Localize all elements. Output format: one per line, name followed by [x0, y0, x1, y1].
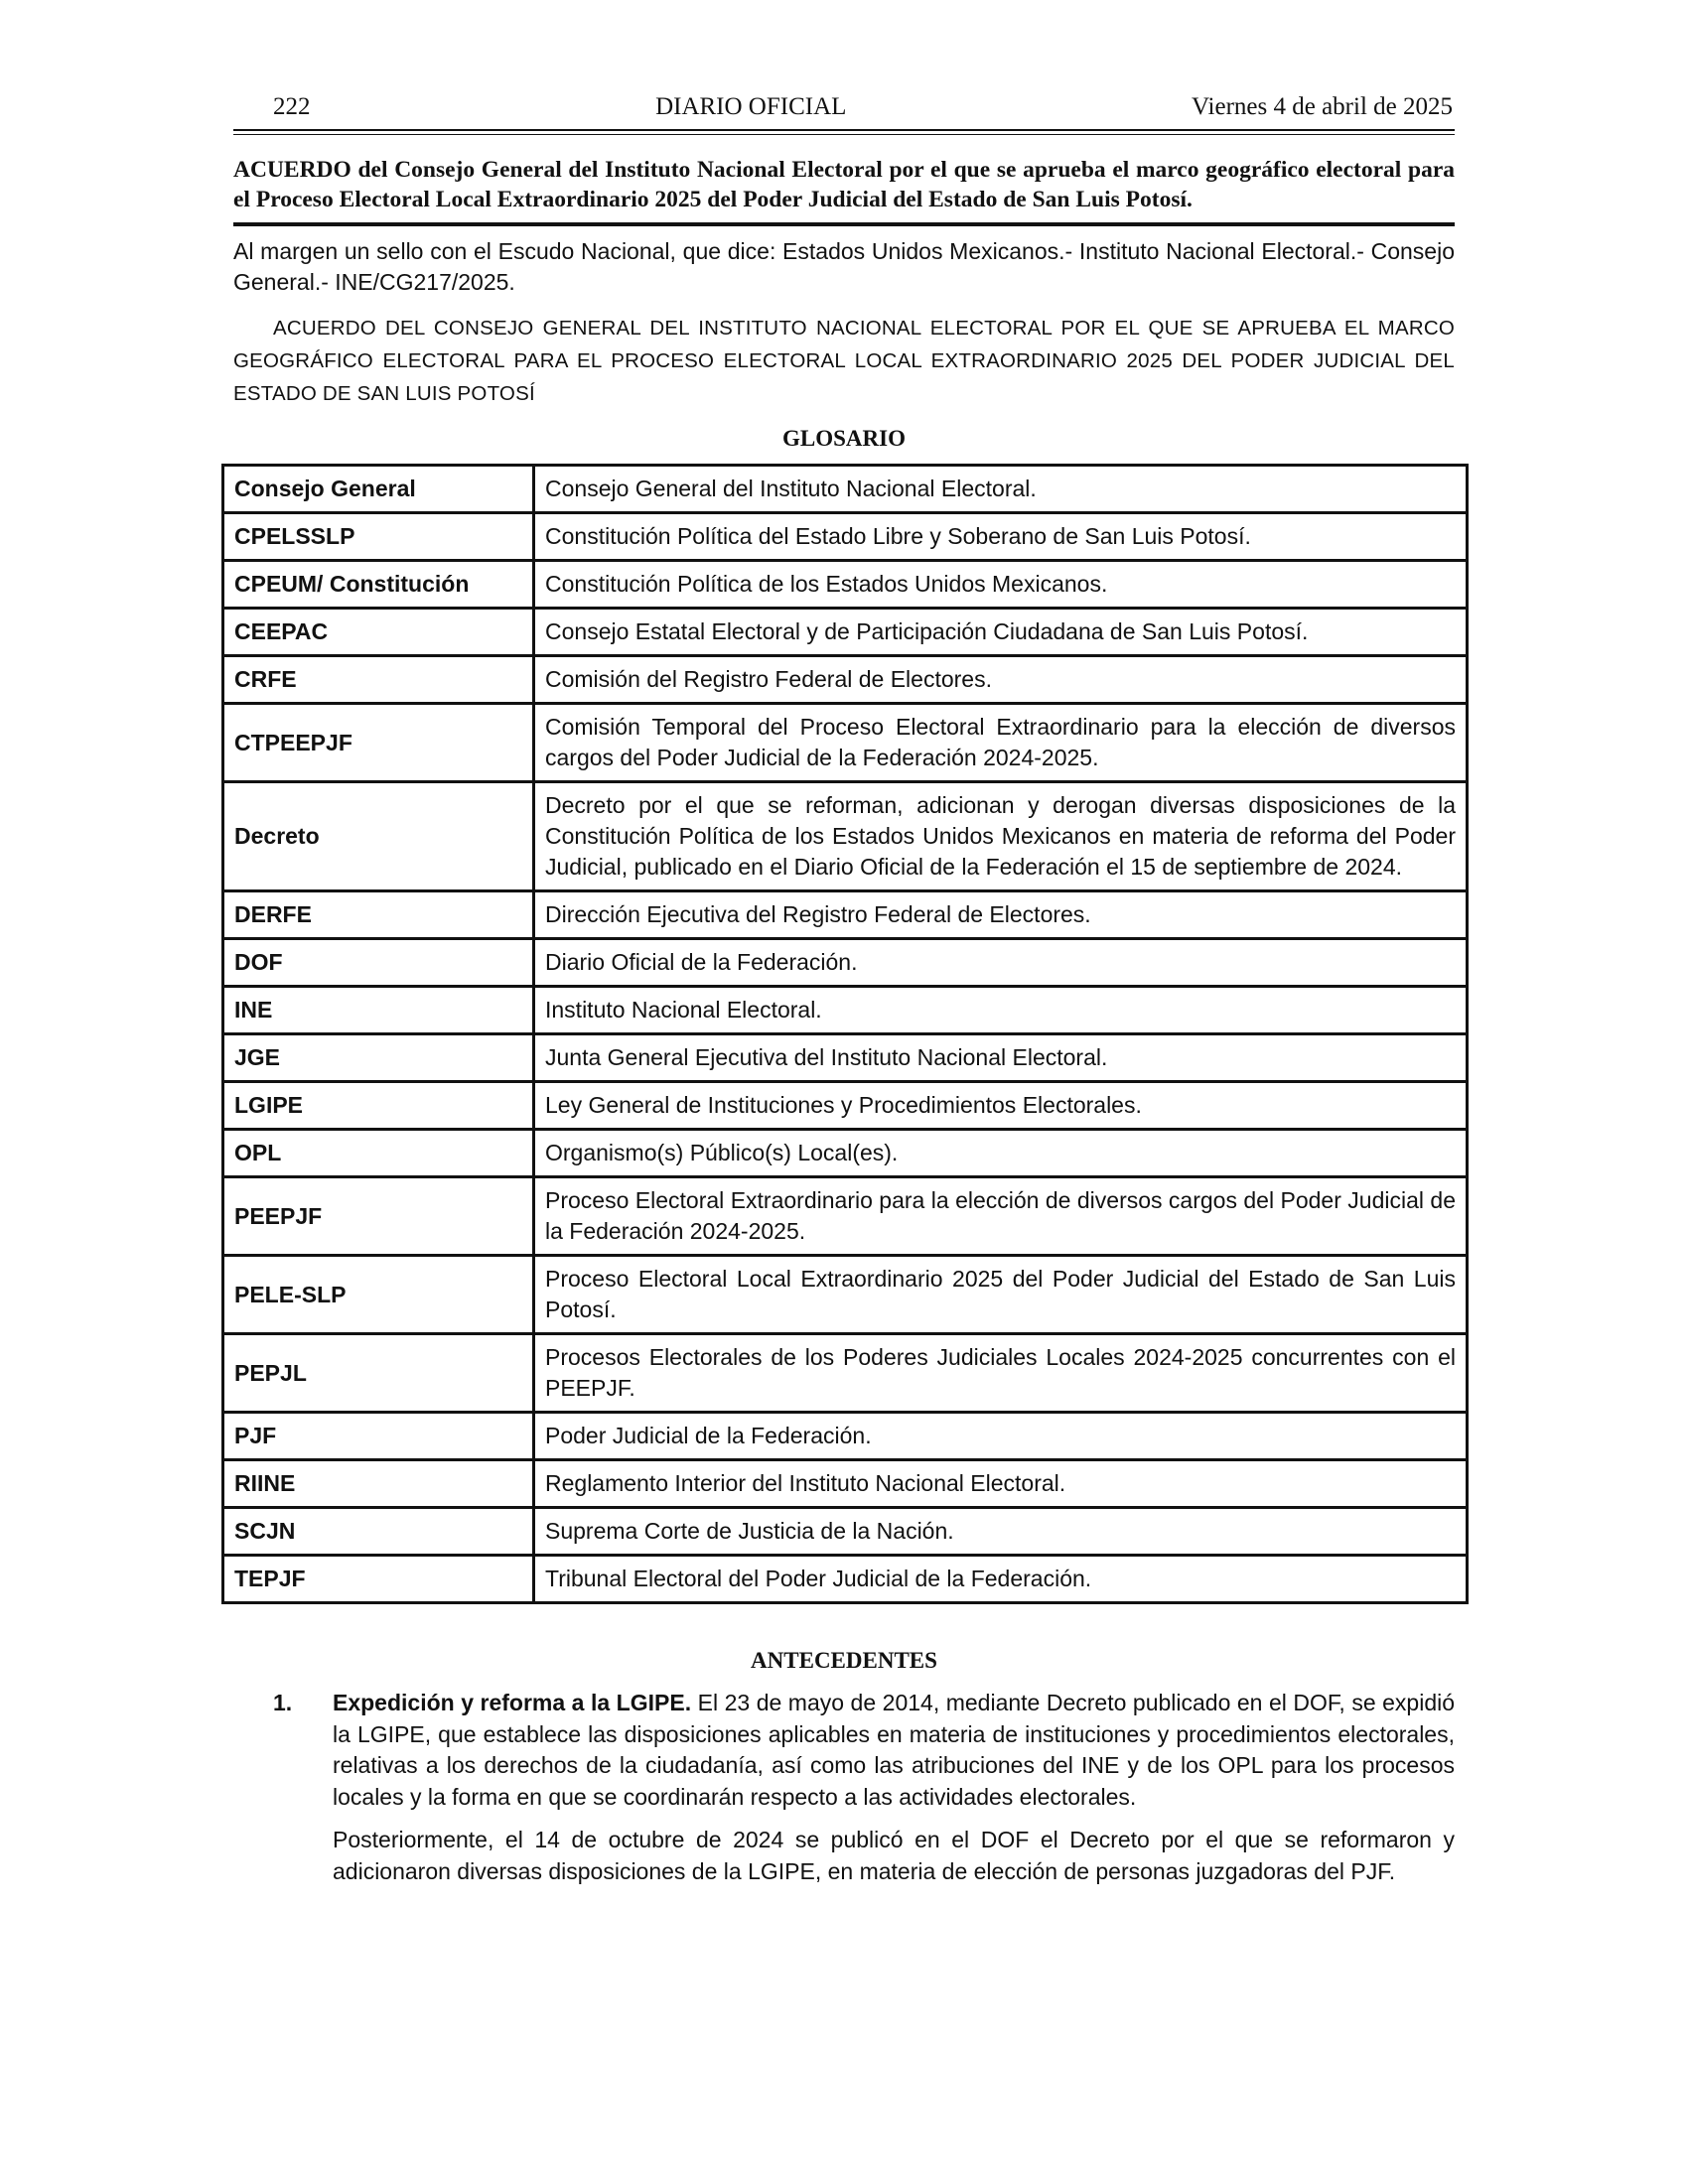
antecedente-paragraph	[333, 1688, 1455, 1813]
glosario-definition: Dirección Ejecutiva del Registro Federal de Electores.	[534, 891, 1468, 939]
glosario-definition: Proceso Electoral Extraordinario para la elección de diversos cargos del Poder Judicial de la Federación 2024-2025.	[534, 1177, 1468, 1256]
glosario-row	[223, 513, 1468, 561]
glosario-term: JGE	[223, 1034, 534, 1082]
glosario-term: CTPEEPJF	[223, 704, 534, 782]
acuerdo-heading: ACUERDO DEL CONSEJO GENERAL DEL INSTITUTO NACIONAL ELECTORAL POR EL QUE SE APRUEBA EL MARCO GEOGRÁFICO ELECTORAL PARA EL PROCESO ELECTORAL LOCAL EXTRAORDINARIO 2025 DEL PODER JUDICIAL DEL ESTADO DE SAN LUIS POTOSÍ	[233, 317, 1455, 405]
publication-name: DIARIO OFICIAL	[655, 93, 847, 120]
glosario-term: LGIPE	[223, 1082, 534, 1130]
glosario-term: Consejo General	[223, 466, 534, 513]
antecedente-number: 1.	[273, 1690, 293, 1715]
glosario-definition: Organismo(s) Público(s) Local(es).	[534, 1130, 1468, 1177]
glosario-term: PEPJL	[223, 1334, 534, 1413]
glosario-row	[223, 987, 1468, 1034]
glosario-term: SCJN	[223, 1508, 534, 1556]
antecedentes-title: ANTECEDENTES	[751, 1648, 937, 1673]
glosario-term: TEPJF	[223, 1556, 534, 1603]
glosario-term: RIINE	[223, 1460, 534, 1508]
glosario-term: CRFE	[223, 656, 534, 704]
glosario-definition: Diario Oficial de la Federación.	[534, 939, 1468, 987]
glosario-term: PEEPJF	[223, 1177, 534, 1256]
glosario-definition: Comisión Temporal del Proceso Electoral Extraordinario para la elección de diversos cargos del Poder Judicial de la Federación 2024-2025.	[534, 704, 1468, 782]
glosario-row	[223, 466, 1468, 513]
glosario-definition: Junta General Ejecutiva del Instituto Nacional Electoral.	[534, 1034, 1468, 1082]
header-rule	[233, 129, 1455, 131]
glosario-row	[223, 782, 1468, 891]
glosario-row	[223, 1034, 1468, 1082]
document-page	[233, 94, 1455, 1899]
glosario-definition: Consejo General del Instituto Nacional Electoral.	[534, 466, 1468, 513]
glosario-definition: Tribunal Electoral del Poder Judicial de la Federación.	[534, 1556, 1468, 1603]
document-title: ACUERDO del Consejo General del Instituto Nacional Electoral por el que se aprueba el marco geográfico electoral para el Proceso Electoral Local Extraordinario 2025 del Poder Judicial del Estado de San Luis Potosí.	[233, 155, 1455, 226]
glosario-row	[223, 1130, 1468, 1177]
antecedente-heading: Expedición y reforma a la LGIPE.	[333, 1690, 692, 1715]
glosario-definition: Suprema Corte de Justicia de la Nación.	[534, 1508, 1468, 1556]
antecedente-paragraph-2: Posteriormente, el 14 de octubre de 2024 se publicó en el DOF el Decreto por el que se reformaron y adicionaron diversas disposiciones de la LGIPE, en materia de elección de personas juzgadoras del PJF.	[333, 1827, 1455, 1884]
antecedente-item	[233, 1688, 1455, 1899]
glosario-title: GLOSARIO	[782, 426, 906, 451]
antecedente-text: El 23 de mayo de 2014, mediante Decreto publicado en el DOF, se expidió la LGIPE, que establece las disposiciones aplicables en materia de instituciones y procedimientos electorales, relativas a los derechos de la ciudadanía, así como las atribuciones del INE y de los OPL para los procesos locales y la forma en que se coordinarán respecto a las actividades electorales.	[333, 1690, 1456, 1810]
antecedente-body	[333, 1688, 1455, 1899]
glosario-definition: Consejo Estatal Electoral y de Participación Ciudadana de San Luis Potosí.	[534, 609, 1468, 656]
glosario-row	[223, 656, 1468, 704]
glosario-row	[223, 1082, 1468, 1130]
glosario-row	[223, 1256, 1468, 1334]
glosario-definition: Procesos Electorales de los Poderes Judiciales Locales 2024-2025 concurrentes con el PEEPJF.	[534, 1334, 1468, 1413]
publication-date: Viernes 4 de abril de 2025	[1191, 93, 1453, 120]
glosario-term: INE	[223, 987, 534, 1034]
glosario-row	[223, 1177, 1468, 1256]
seal-note: Al margen un sello con el Escudo Nacional, que dice: Estados Unidos Mexicanos.- Instituto Nacional Electoral.- Consejo General.- INE/CG217/2025.	[233, 238, 1455, 295]
glosario-row	[223, 1460, 1468, 1508]
glosario-row	[223, 609, 1468, 656]
glosario-row	[223, 704, 1468, 782]
glosario-term: CPEUM/ Constitución	[223, 561, 534, 609]
glosario-definition: Reglamento Interior del Instituto Nacional Electoral.	[534, 1460, 1468, 1508]
glosario-row	[223, 891, 1468, 939]
glosario-term: DOF	[223, 939, 534, 987]
glosario-term: Decreto	[223, 782, 534, 891]
page-number: 222	[273, 93, 311, 120]
glosario-definition: Constitución Política de los Estados Unidos Mexicanos.	[534, 561, 1468, 609]
glosario-term: CPELSSLP	[223, 513, 534, 561]
header-rule-thin	[233, 134, 1455, 135]
glosario-term: PELE-SLP	[223, 1256, 534, 1334]
glosario-definition: Decreto por el que se reforman, adicionan y derogan diversas disposiciones de la Constitución Política de los Estados Unidos Mexicanos en materia de reforma del Poder Judicial, publicado en el Diario Oficial de la Federación el 15 de septiembre de 2024.	[534, 782, 1468, 891]
glosario-term: PJF	[223, 1413, 534, 1460]
glosario-term: CEEPAC	[223, 609, 534, 656]
glosario-row	[223, 1413, 1468, 1460]
glosario-row	[223, 939, 1468, 987]
glosario-term: OPL	[223, 1130, 534, 1177]
glosario-definition: Constitución Política del Estado Libre y Soberano de San Luis Potosí.	[534, 513, 1468, 561]
glosario-definition: Proceso Electoral Local Extraordinario 2025 del Poder Judicial del Estado de San Luis Potosí.	[534, 1256, 1468, 1334]
glosario-definition: Poder Judicial de la Federación.	[534, 1413, 1468, 1460]
glosario-definition: Instituto Nacional Electoral.	[534, 987, 1468, 1034]
glosario-table	[221, 464, 1469, 1604]
glosario-table-body	[223, 466, 1468, 1603]
running-header	[233, 94, 1455, 125]
glosario-row	[223, 1334, 1468, 1413]
glosario-definition: Ley General de Instituciones y Procedimientos Electorales.	[534, 1082, 1468, 1130]
glosario-term: DERFE	[223, 891, 534, 939]
glosario-row	[223, 561, 1468, 609]
glosario-row	[223, 1556, 1468, 1603]
glosario-definition: Comisión del Registro Federal de Electores.	[534, 656, 1468, 704]
glosario-row	[223, 1508, 1468, 1556]
